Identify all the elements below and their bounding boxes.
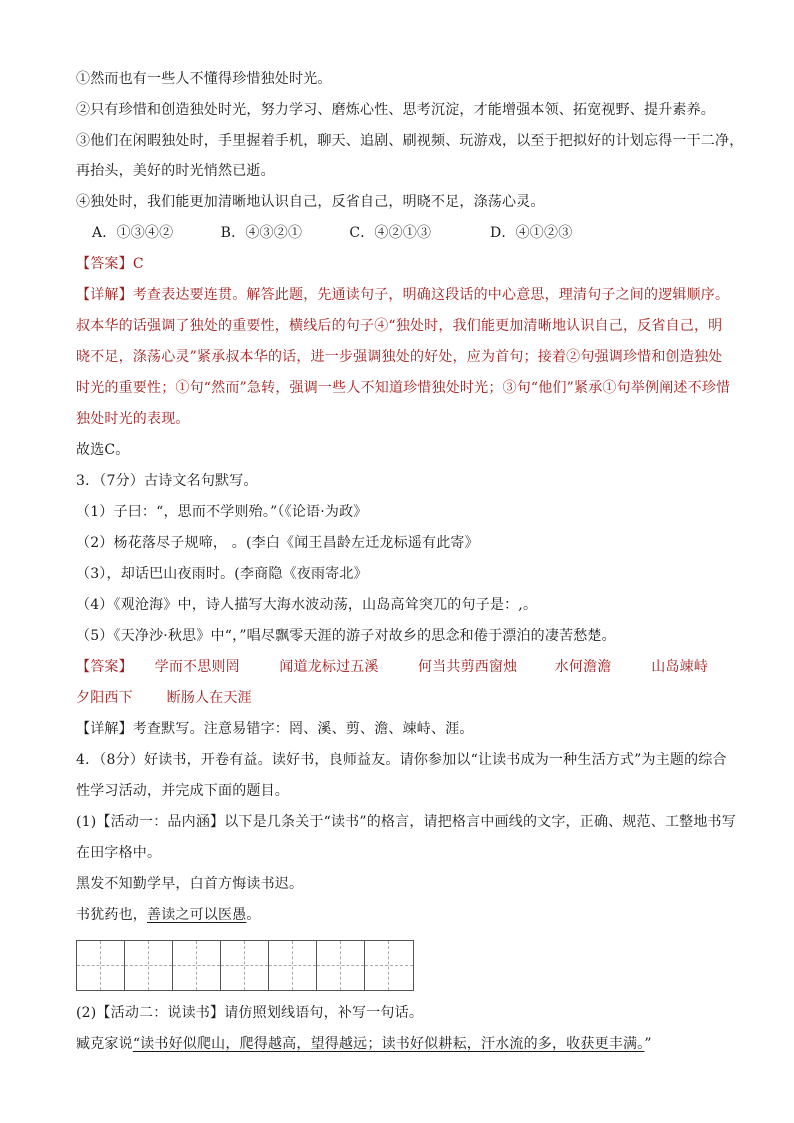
q3-part-2: （2）杨花落尽子规啼， 。(李白《闻王昌龄左迁龙标遥有此寄》 bbox=[76, 535, 479, 551]
grid-cell[interactable] bbox=[125, 941, 173, 990]
quote-suffix: ” bbox=[644, 1036, 652, 1052]
option-c: C．④②①③ bbox=[349, 225, 432, 241]
motto-2-prefix: 书犹药也， bbox=[76, 907, 147, 923]
sentence-3-line-2: 再抬头，美好的时光悄然已逝。 bbox=[76, 163, 275, 179]
q2-detail-line-4: 时光的重要性；①句“然而”急转，强调一些人不知道珍惜独处时光；③句“他们”紧承①句举例阐述不珍惜 bbox=[76, 380, 731, 396]
q3-detail: 【详解】考查默写。注意易错字：罔、溪、剪、澹、竦峙、涯。 bbox=[76, 721, 474, 737]
q2-detail-line-2: 叔本华的话强调了独处的重要性，横线后的句子④“独处时，我们能更加清晰地认识自己，反省自己，明 bbox=[76, 318, 723, 334]
option-d: D．④①②③ bbox=[489, 225, 573, 241]
activity-1-line-1: (1)【活动一：品内涵】以下是几条关于“读书”的格言，请把格言中画线的文字，正确、规范、工整地书写 bbox=[76, 814, 736, 830]
q2-detail-line-3: 晓不足，涤荡心灵”紧承叔本华的话，进一步强调独处的好处，应为首句；接着②句强调珍惜和创造独处 bbox=[76, 349, 723, 365]
option-b: B．④③②① bbox=[220, 225, 303, 241]
q3-part-3: （3），却话巴山夜雨时。(李商隐《夜雨寄北》 bbox=[76, 566, 368, 582]
motto-2-suffix: 。 bbox=[246, 907, 261, 923]
q2-answer bbox=[76, 253, 144, 273]
tianzige-grid[interactable] bbox=[76, 940, 414, 991]
quote-prefix: 臧克家说 bbox=[76, 1036, 133, 1052]
grid-cell[interactable] bbox=[77, 941, 125, 990]
answer-item-2: 闻道龙标过五溪 bbox=[279, 659, 379, 675]
answer-item-1: 学而不思则罔 bbox=[154, 659, 240, 675]
grid-cell[interactable] bbox=[221, 941, 269, 990]
q4-intro-line-1: 4．（8分）好读书，开卷有益。读好书，良师益友。请你参加以“让读书成为一种生活方式”为主题的综合 bbox=[76, 752, 727, 768]
answer-item-3: 何当共剪西窗烛 bbox=[417, 659, 518, 675]
grid-cell[interactable] bbox=[365, 941, 413, 990]
activity-2: (2)【活动二：说读书】请仿照划线语句，补写一句话。 bbox=[76, 1005, 424, 1021]
q3-part-1: （1）子曰：“，思而不学则殆。”（《论语·为政》 bbox=[76, 504, 368, 520]
quote-underlined: “读书好似爬山，爬得越高，望得越远；读书好似耕耘，汗水流的多，收获更丰满。 bbox=[132, 1036, 645, 1052]
sentence-3-line-1: ③他们在闲暇独处时，手里握着手机，聊天、追剧、刷视频、玩游戏，以至于把拟好的计划忘得一干二净， bbox=[76, 133, 744, 149]
answer-item-6: 夕阳西下 bbox=[76, 690, 133, 706]
answer-item-5: 山岛竦峙 bbox=[651, 659, 709, 675]
options-row bbox=[92, 222, 572, 242]
quote-line bbox=[76, 1033, 652, 1053]
q4-intro-line-2: 性学习活动，并完成下面的题目。 bbox=[76, 783, 289, 799]
q2-choose: 故选C。 bbox=[76, 442, 130, 458]
grid-cell[interactable] bbox=[173, 941, 221, 990]
answer-value: C bbox=[132, 256, 144, 272]
grid-cell[interactable] bbox=[269, 941, 317, 990]
grid-cell[interactable] bbox=[317, 941, 365, 990]
motto-2-underlined: 善读之可以医愚 bbox=[147, 907, 247, 923]
q3-answer-line-2 bbox=[76, 687, 252, 707]
q3-answer-line-1 bbox=[76, 656, 708, 676]
motto-2 bbox=[76, 904, 261, 924]
motto-1: 黑发不知勤学早，白首方悔读书迟。 bbox=[76, 876, 304, 892]
q3-part-5: （5）《天净沙·秋思》中“，”唱尽飘零天涯的游子对故乡的思念和倦于漂泊的凄苦愁楚。 bbox=[76, 628, 616, 644]
sentence-4: ④独处时，我们能更加清晰地认识自己，反省自己，明晓不足，涤荡心灵。 bbox=[76, 194, 545, 210]
q3-part-4: （4）《观沧海》中，诗人描写大海水波动荡，山岛高耸突兀的句子是：,。 bbox=[76, 597, 538, 613]
answer-tag: 【答案】 bbox=[76, 256, 133, 272]
q3-title: 3．（7分）古诗文名句默写。 bbox=[76, 473, 258, 489]
sentence-1: ①然而也有一些人不懂得珍惜独处时光。 bbox=[76, 71, 332, 87]
answer-item-7: 断肠人在天涯 bbox=[166, 690, 252, 706]
activity-1-line-2: 在田字格中。 bbox=[76, 845, 162, 861]
q2-detail-line-1: 【详解】考查表达要连贯。解答此题，先通读句子，明确这段话的中心意思，理清句子之间的逻辑顺序。 bbox=[76, 287, 730, 303]
option-a: A．①③④② bbox=[92, 225, 174, 241]
q2-detail-line-5: 独处时光的表现。 bbox=[76, 411, 190, 427]
answer-item-4: 水何澹澹 bbox=[554, 659, 612, 675]
sentence-2: ②只有珍惜和创造独处时光，努力学习、磨炼心性、思考沉淀，才能增强本领、拓宽视野、提升素养。 bbox=[76, 102, 715, 118]
answer-tag: 【答案】 bbox=[76, 659, 133, 675]
